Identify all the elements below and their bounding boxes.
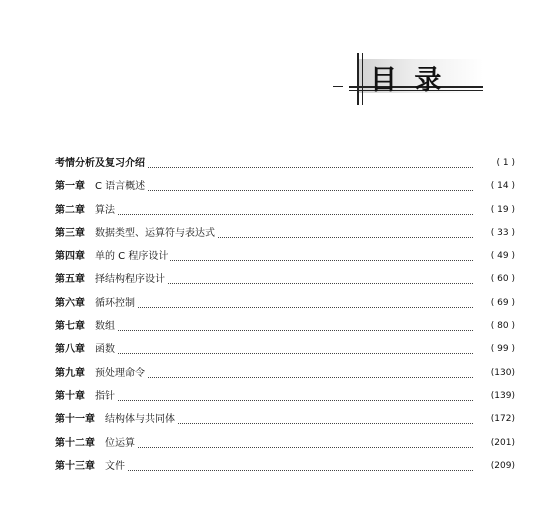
toc-chapter-title: 算法 xyxy=(95,204,115,216)
dot-leader xyxy=(55,330,473,331)
toc-chapter-number: 第七章 xyxy=(55,321,85,333)
toc-chapter-number: 第十一章 xyxy=(55,414,95,426)
toc-entry[interactable] xyxy=(55,432,515,455)
toc-entry-label xyxy=(55,432,137,455)
toc-entry-label xyxy=(55,385,117,408)
title-vertical-rule-left xyxy=(357,53,359,105)
toc-chapter-number: 考情分析及复习介绍 xyxy=(55,158,145,169)
toc-chapter-title: 函数 xyxy=(95,344,115,356)
toc-entry-label xyxy=(55,152,147,175)
toc-page-number: (172) xyxy=(475,408,515,431)
title-block xyxy=(333,45,483,107)
toc-entry[interactable] xyxy=(55,338,515,361)
toc-chapter-number: 第十三章 xyxy=(55,460,95,472)
toc-page-number: ( 69 ) xyxy=(475,292,515,315)
toc-entry[interactable] xyxy=(55,175,515,198)
toc-chapter-title: 择结构程序设计 xyxy=(95,274,165,286)
toc-page-number: (130) xyxy=(475,362,515,385)
toc-entry[interactable] xyxy=(55,292,515,315)
toc-entry-label xyxy=(55,175,147,198)
toc-chapter-number: 第八章 xyxy=(55,344,85,356)
title-horizontal-rule-tail xyxy=(333,86,343,87)
toc-chapter-number: 第六章 xyxy=(55,297,85,309)
toc-chapter-number: 第一章 xyxy=(55,181,85,193)
table-of-contents xyxy=(55,152,515,478)
toc-chapter-number: 第四章 xyxy=(55,251,85,263)
toc-entry-label xyxy=(55,292,137,315)
toc-entry-label xyxy=(55,455,127,478)
toc-entry-label xyxy=(55,338,117,361)
toc-entry-label xyxy=(55,268,167,291)
toc-page-number: (201) xyxy=(475,432,515,455)
toc-page-number: ( 1 ) xyxy=(475,152,515,175)
toc-chapter-title: 单的 C 程序设计 xyxy=(95,251,169,263)
dot-leader xyxy=(55,214,473,215)
dot-leader xyxy=(55,400,473,401)
toc-entry[interactable] xyxy=(55,199,515,222)
page-title: 目 录 xyxy=(370,65,446,96)
toc-entry[interactable] xyxy=(55,222,515,245)
toc-chapter-title: 文件 xyxy=(105,460,125,472)
toc-page-number: ( 19 ) xyxy=(475,199,515,222)
toc-page-number: ( 60 ) xyxy=(475,268,515,291)
toc-chapter-title: 预处理命令 xyxy=(95,367,145,379)
toc-entry-label xyxy=(55,222,217,245)
toc-page-number: ( 49 ) xyxy=(475,245,515,268)
toc-page-number: ( 14 ) xyxy=(475,175,515,198)
toc-chapter-number: 第三章 xyxy=(55,227,85,239)
toc-chapter-title: 数据类型、运算符与表达式 xyxy=(95,227,215,239)
toc-chapter-number: 第二章 xyxy=(55,204,85,216)
title-vertical-rule-right xyxy=(362,53,363,105)
toc-page-number: (139) xyxy=(475,385,515,408)
toc-chapter-title: 结构体与共同体 xyxy=(105,414,175,426)
toc-entry[interactable] xyxy=(55,245,515,268)
toc-chapter-number: 第九章 xyxy=(55,367,85,379)
toc-entry[interactable] xyxy=(55,152,515,175)
toc-chapter-number: 第十二章 xyxy=(55,437,95,449)
toc-entry-label xyxy=(55,362,147,385)
toc-page-number: ( 99 ) xyxy=(475,338,515,361)
toc-page-number: ( 80 ) xyxy=(475,315,515,338)
toc-chapter-title: 循环控制 xyxy=(95,297,135,309)
toc-chapter-title: 数组 xyxy=(95,321,115,333)
toc-chapter-number: 第五章 xyxy=(55,274,85,286)
toc-entry[interactable] xyxy=(55,408,515,431)
toc-page-number: (209) xyxy=(475,455,515,478)
toc-entry-label xyxy=(55,199,117,222)
toc-entry-label xyxy=(55,315,117,338)
toc-chapter-number: 第十章 xyxy=(55,390,85,402)
toc-entry-label xyxy=(55,245,170,268)
toc-page-number: ( 33 ) xyxy=(475,222,515,245)
toc-entry[interactable] xyxy=(55,268,515,291)
toc-entry[interactable] xyxy=(55,315,515,338)
toc-chapter-title: 指针 xyxy=(95,390,115,402)
toc-chapter-title: 位运算 xyxy=(105,437,135,449)
toc-entry[interactable] xyxy=(55,455,515,478)
toc-entry[interactable] xyxy=(55,362,515,385)
toc-entry-label xyxy=(55,408,177,431)
toc-chapter-title: C 语言概述 xyxy=(95,181,146,193)
dot-leader xyxy=(55,353,473,354)
toc-entry[interactable] xyxy=(55,385,515,408)
